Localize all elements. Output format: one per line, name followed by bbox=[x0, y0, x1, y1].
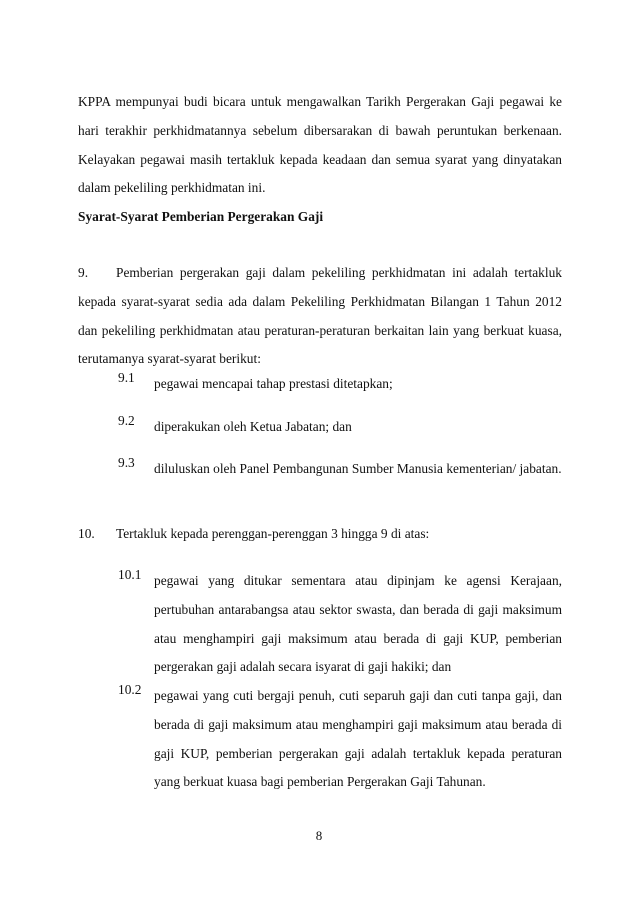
item-text: pegawai yang ditukar sementara atau dipinjam ke agensi Kerajaan, pertubuhan antarabangsa atau sektor swasta, dan berada di gaji maksimum atau menghampiri gaji maksimum atau berada di gaji KUP, pemberian pergerakan gaji adalah secara isyarat di gaji hakiki; dan bbox=[154, 573, 562, 675]
paragraph-text: Pemberian pergerakan gaji dalam pekeliling perkhidmatan ini adalah tertakluk kepada syarat-syarat sedia ada dalam Pekeliling Perkhidmatan Bilangan 1 Tahun 2012 dan pekeliling perkhidmatan atau peraturan-peraturan berkaitan lain yang berkuat kuasa, terutamanya syarat-syarat berikut: bbox=[78, 265, 562, 367]
paragraph-10 bbox=[78, 524, 562, 544]
item-number: 9.3 bbox=[118, 455, 135, 470]
item-text: pegawai yang cuti bergaji penuh, cuti separuh gaji dan cuti tanpa gaji, dan berada di gaji maksimum atau menghampiri gaji maksimum atau berada di gaji KUP, pemberian pergerakan gaji adalah tertakluk kepada peraturan yang berkuat kuasa bagi pemberian Pergerakan Gaji Tahunan. bbox=[154, 688, 562, 790]
item-number: 9.2 bbox=[118, 413, 135, 428]
paragraph-text: Tertakluk kepada perenggan-perenggan 3 hingga 9 di atas: bbox=[116, 526, 430, 541]
item-text: diluluskan oleh Panel Pembangunan Sumber Manusia kementerian/ jabatan. bbox=[154, 461, 562, 476]
intro-paragraph: KPPA mempunyai budi bicara untuk mengawalkan Tarikh Pergerakan Gaji pegawai ke hari terakhir perkhidmatannya sebelum dibersarakan di bawah peruntukan berkenaan. Kelayakan pegawai masih tertakluk kepada keadaan dan semua syarat yang dinyatakan dalam pekeliling perkhidmatan ini. bbox=[78, 94, 562, 196]
paragraph-number: 9. bbox=[78, 265, 89, 280]
item-number: 10.2 bbox=[118, 682, 142, 697]
paragraph-number: 10. bbox=[78, 526, 95, 541]
item-number: 10.1 bbox=[118, 567, 142, 582]
section-heading: Syarat-Syarat Pemberian Pergerakan Gaji bbox=[78, 209, 324, 224]
item-text: pegawai mencapai tahap prestasi ditetapkan; bbox=[154, 376, 393, 391]
page-number: 8 bbox=[315, 828, 323, 843]
item-number: 9.1 bbox=[118, 370, 135, 385]
item-text: diperakukan oleh Ketua Jabatan; dan bbox=[154, 419, 352, 434]
paragraph-9 bbox=[78, 259, 562, 374]
